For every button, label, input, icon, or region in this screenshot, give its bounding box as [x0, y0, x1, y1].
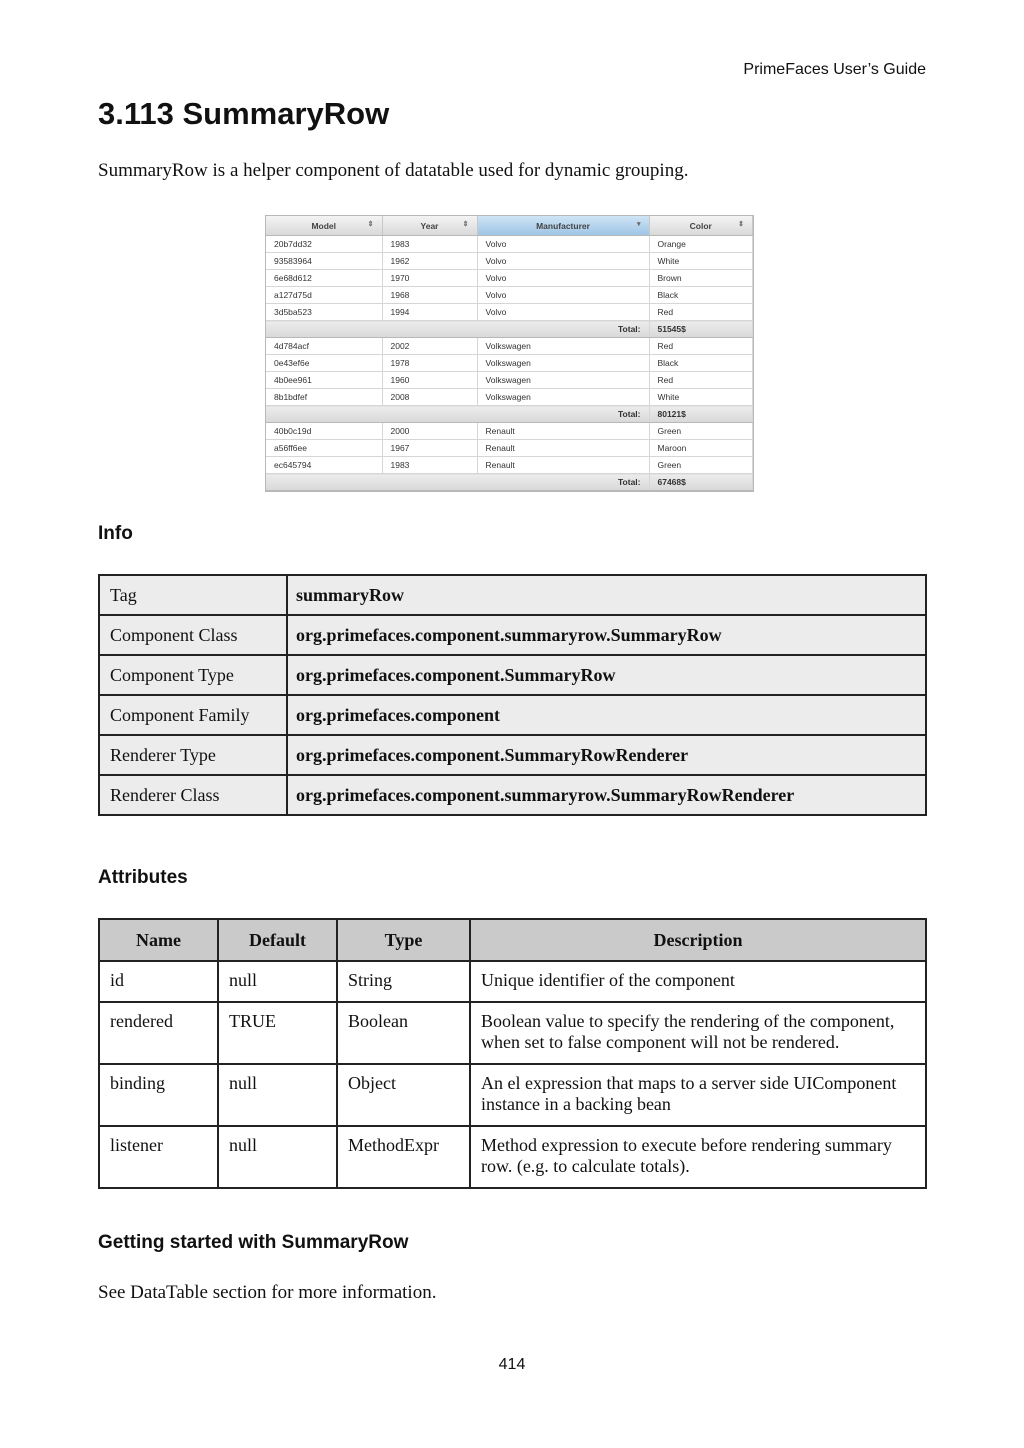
info-label: Component Type	[99, 655, 287, 695]
running-header: PrimeFaces User’s Guide	[743, 61, 926, 78]
table-row: a127d75d 1968 Volvo Black	[266, 287, 753, 304]
info-table	[98, 574, 927, 816]
table-row	[99, 655, 926, 695]
summary-row: Total: 80121$	[266, 406, 753, 423]
info-value: org.primefaces.component.SummaryRow	[287, 655, 926, 695]
info-label: Component Family	[99, 695, 287, 735]
table-row	[99, 695, 926, 735]
getting-started-heading: Getting started with SummaryRow	[98, 1232, 409, 1253]
attr-default: null	[218, 1126, 337, 1188]
info-value: org.primefaces.component.summaryrow.SummaryRow	[287, 615, 926, 655]
sort-icon: ⇕	[367, 221, 374, 228]
info-label: Tag	[99, 575, 287, 615]
table-row	[99, 1002, 926, 1064]
attr-type: MethodExpr	[337, 1126, 470, 1188]
table-row	[99, 735, 926, 775]
table-row: 20b7dd32 1983 Volvo Orange	[266, 236, 753, 253]
table-row	[99, 575, 926, 615]
column-header-type: Type	[337, 919, 470, 961]
table-row	[99, 1126, 926, 1188]
table-row	[99, 961, 926, 1002]
column-header-description: Description	[470, 919, 926, 961]
info-value: org.primefaces.component.summaryrow.SummaryRowRenderer	[287, 775, 926, 815]
table-row	[99, 775, 926, 815]
table-row: 3d5ba523 1994 Volvo Red	[266, 304, 753, 321]
column-header-year: Year ⇕	[382, 216, 477, 236]
sort-icon: ⇕	[462, 221, 469, 228]
summary-row: Total: 67468$	[266, 474, 753, 491]
column-header-default: Default	[218, 919, 337, 961]
attr-default: null	[218, 1064, 337, 1126]
attr-description: An el expression that maps to a server side UIComponent instance in a backing bean	[470, 1064, 926, 1126]
attributes-table	[98, 918, 927, 1189]
column-header-model: Model ⇕	[266, 216, 382, 236]
getting-started-text: See DataTable section for more information.	[98, 1282, 437, 1303]
attr-type: Object	[337, 1064, 470, 1126]
attr-type: Boolean	[337, 1002, 470, 1064]
attr-name: binding	[99, 1064, 218, 1126]
attr-type: String	[337, 961, 470, 1002]
attr-name: id	[99, 961, 218, 1002]
attr-default: null	[218, 961, 337, 1002]
attr-name: listener	[99, 1126, 218, 1188]
table-header-row	[99, 919, 926, 961]
datatable-screenshot	[265, 215, 754, 492]
table-row: 6e68d612 1970 Volvo Brown	[266, 270, 753, 287]
table-row: 40b0c19d 2000 Renault Green	[266, 423, 753, 440]
sort-desc-icon: ▾	[636, 221, 641, 228]
attr-description: Method expression to execute before rendering summary row. (e.g. to calculate totals).	[470, 1126, 926, 1188]
info-value: org.primefaces.component	[287, 695, 926, 735]
attributes-heading: Attributes	[98, 867, 188, 888]
table-row: 4d784acf 2002 Volkswagen Red	[266, 338, 753, 355]
attr-name: rendered	[99, 1002, 218, 1064]
info-heading: Info	[98, 523, 133, 544]
info-label: Component Class	[99, 615, 287, 655]
attr-description: Boolean value to specify the rendering of the component, when set to false component will not be rendered.	[470, 1002, 926, 1064]
attr-description: Unique identifier of the component	[470, 961, 926, 1002]
table-row: a56ff6ee 1967 Renault Maroon	[266, 440, 753, 457]
section-title: 3.113 SummaryRow	[98, 96, 390, 131]
summary-row: Total: 51545$	[266, 321, 753, 338]
table-row: 0e43ef6e 1978 Volkswagen Black	[266, 355, 753, 372]
table-row: 8b1bdfef 2008 Volkswagen White	[266, 389, 753, 406]
intro-paragraph: SummaryRow is a helper component of datatable used for dynamic grouping.	[98, 160, 689, 181]
table-row: 93583964 1962 Volvo White	[266, 253, 753, 270]
info-label: Renderer Type	[99, 735, 287, 775]
sort-icon: ⇕	[738, 221, 744, 228]
page-number: 414	[498, 1356, 526, 1373]
info-value: summaryRow	[287, 575, 926, 615]
attr-default: TRUE	[218, 1002, 337, 1064]
column-header-color: Color ⇕	[649, 216, 753, 236]
column-header-manufacturer: Manufacturer ▾	[477, 216, 649, 236]
table-row	[99, 1064, 926, 1126]
table-row: ec645794 1983 Renault Green	[266, 457, 753, 474]
table-row: 4b0ee961 1960 Volkswagen Red	[266, 372, 753, 389]
info-label: Renderer Class	[99, 775, 287, 815]
info-value: org.primefaces.component.SummaryRowRenderer	[287, 735, 926, 775]
table-row	[99, 615, 926, 655]
column-header-name: Name	[99, 919, 218, 961]
summary-datatable	[266, 216, 753, 491]
